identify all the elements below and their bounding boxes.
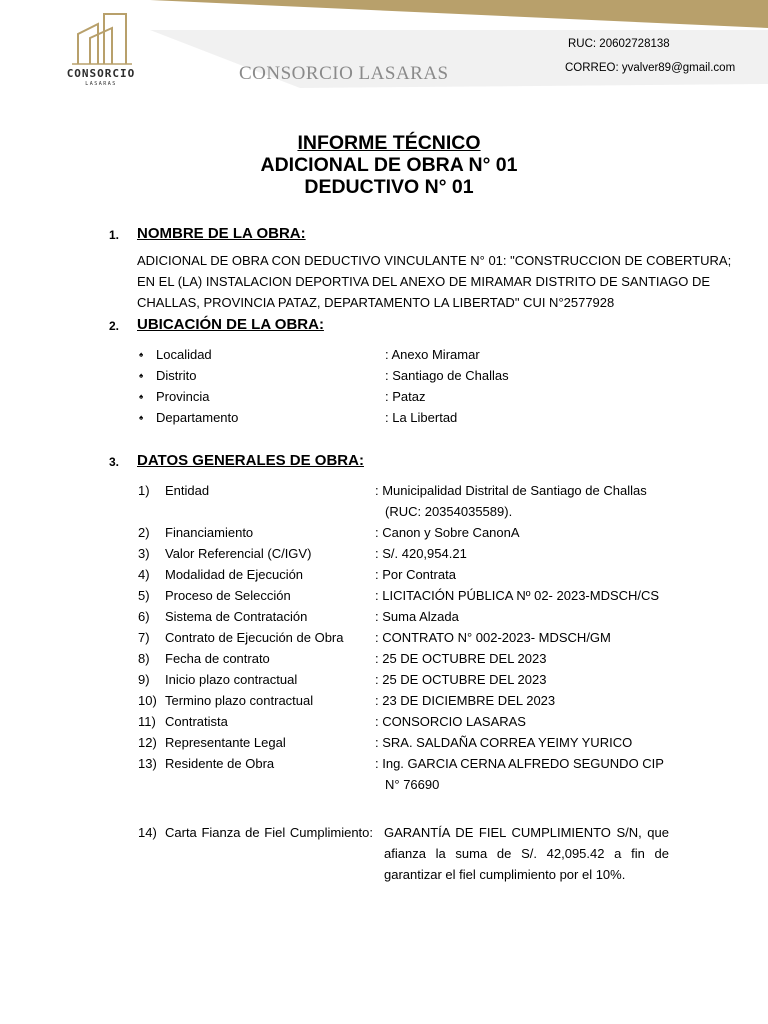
item-number: 3) [138, 546, 150, 561]
item-value-continued: (RUC: 20354035589). [385, 504, 513, 519]
item-value: : 25 DE OCTUBRE DEL 2023 [375, 672, 547, 687]
item-label: Financiamiento [165, 525, 254, 540]
section-1-title: NOMBRE DE LA OBRA: [137, 225, 306, 242]
location-label: Provincia [156, 389, 210, 404]
item-number: 12) [138, 735, 157, 750]
item-label: Modalidad de Ejecución [165, 567, 304, 582]
section-2-title: UBICACIÓN DE LA OBRA: [137, 316, 324, 333]
item-label: Contratista [165, 714, 228, 729]
item-value-continued: N° 76690 [385, 777, 440, 792]
item-label: Representante Legal [165, 735, 286, 750]
location-label: Departamento [156, 410, 239, 425]
item-value: : Canon y Sobre CanonA [375, 525, 520, 540]
location-label: Distrito [156, 368, 197, 383]
document-title: INFORME TÉCNICO [297, 132, 481, 154]
section-1-text: ADICIONAL DE OBRA CON DEDUCTIVO VINCULANTE N° 01: "CONSTRUCCION DE COBERTURA; EN EL (LA) INSTALACION DEPORTIVA DEL ANEXO DE MIRAMAR DISTRITO DE SANTIAGO DE CHALLAS, PROVINCIA PATAZ, DEPARTAMENTO LA LIBERTAD" CUI N°2577928 [137, 253, 732, 310]
company-name: CONSORCIO LASARAS [239, 63, 449, 84]
header-ruc: RUC: 20602728138 [568, 38, 670, 50]
spade-bullet-icon: ♠ [139, 392, 144, 401]
item-value: : Ing. GARCIA CERNA ALFREDO SEGUNDO CIP [375, 756, 664, 771]
guarantee-line: garantizar el fiel cumplimiento por el 10%. [384, 867, 626, 882]
logo-wordmark: CONSORCIO [66, 67, 136, 80]
item-label: Termino plazo contractual [165, 693, 314, 708]
item-value: : CONTRATO N° 002-2023- MDSCH/GM [375, 630, 611, 645]
item-value: : CONSORCIO LASARAS [375, 714, 526, 729]
item-value: : 25 DE OCTUBRE DEL 2023 [375, 651, 547, 666]
item-number: 6) [138, 609, 150, 624]
location-value: : Santiago de Challas [385, 368, 509, 383]
section-3-title: DATOS GENERALES DE OBRA: [137, 452, 364, 469]
item-label: Inicio plazo contractual [165, 672, 298, 687]
location-value: : Anexo Miramar [385, 347, 480, 362]
item-number: 5) [138, 588, 150, 603]
header-email: CORREO: yvalver89@gmail.com [565, 62, 736, 74]
item-label: Valor Referencial (C/IGV) [165, 546, 312, 561]
location-label: Localidad [156, 347, 212, 362]
item-number: 11) [138, 714, 156, 729]
item-value: : Suma Alzada [375, 609, 459, 624]
guarantee-line: afianza la suma de S/. 42,095.42 a fin de [384, 846, 669, 861]
item-value: : Municipalidad Distrital de Santiago de Challas [375, 483, 647, 498]
item-number: 9) [138, 672, 150, 687]
item-value: : LICITACIÓN PÚBLICA Nº 02- 2023-MDSCH/CS [375, 588, 660, 603]
item-number: 1) [138, 483, 150, 498]
document-subtitle-deductivo: DEDUCTIVO N° 01 [304, 176, 474, 198]
section-1-number: 1. [109, 228, 120, 242]
item-label: Sistema de Contratación [165, 609, 308, 624]
item-number: 7) [138, 630, 150, 645]
item-label: Carta Fianza de Fiel Cumplimiento: [165, 825, 373, 840]
item-value: : Por Contrata [375, 567, 456, 582]
spade-bullet-icon: ♠ [139, 413, 144, 422]
spade-bullet-icon: ♠ [139, 350, 144, 359]
item-number: 8) [138, 651, 150, 666]
item-label: Proceso de Selección [165, 588, 291, 603]
logo-subword: LASARAS [85, 81, 117, 87]
item-number: 4) [138, 567, 150, 582]
item-value: : S/. 420,954.21 [375, 546, 467, 561]
document-subtitle-adicional: ADICIONAL DE OBRA N° 01 [260, 154, 518, 176]
location-value: : La Libertad [385, 410, 458, 425]
item-label: Contrato de Ejecución de Obra [165, 630, 344, 645]
guarantee-line: GARANTÍA DE FIEL CUMPLIMIENTO S/N, que [384, 825, 669, 840]
item-value: : SRA. SALDAÑA CORREA YEIMY YURICO [375, 735, 633, 750]
item-value: : 23 DE DICIEMBRE DEL 2023 [375, 693, 556, 708]
item-number: 2) [138, 525, 150, 540]
item-label: Residente de Obra [165, 756, 275, 771]
item-number: 13) [138, 756, 157, 771]
guarantee-text [384, 822, 669, 885]
section-2-number: 2. [109, 319, 120, 333]
building-logo-icon [56, 8, 146, 68]
company-logo [56, 8, 146, 92]
item-label: Fecha de contrato [165, 651, 270, 666]
item-label: Entidad [165, 483, 210, 498]
item-number: 14) [138, 825, 157, 840]
spade-bullet-icon: ♠ [139, 371, 144, 380]
location-value: : Pataz [385, 389, 426, 404]
item-number: 10) [138, 693, 157, 708]
section-3-number: 3. [109, 455, 120, 469]
